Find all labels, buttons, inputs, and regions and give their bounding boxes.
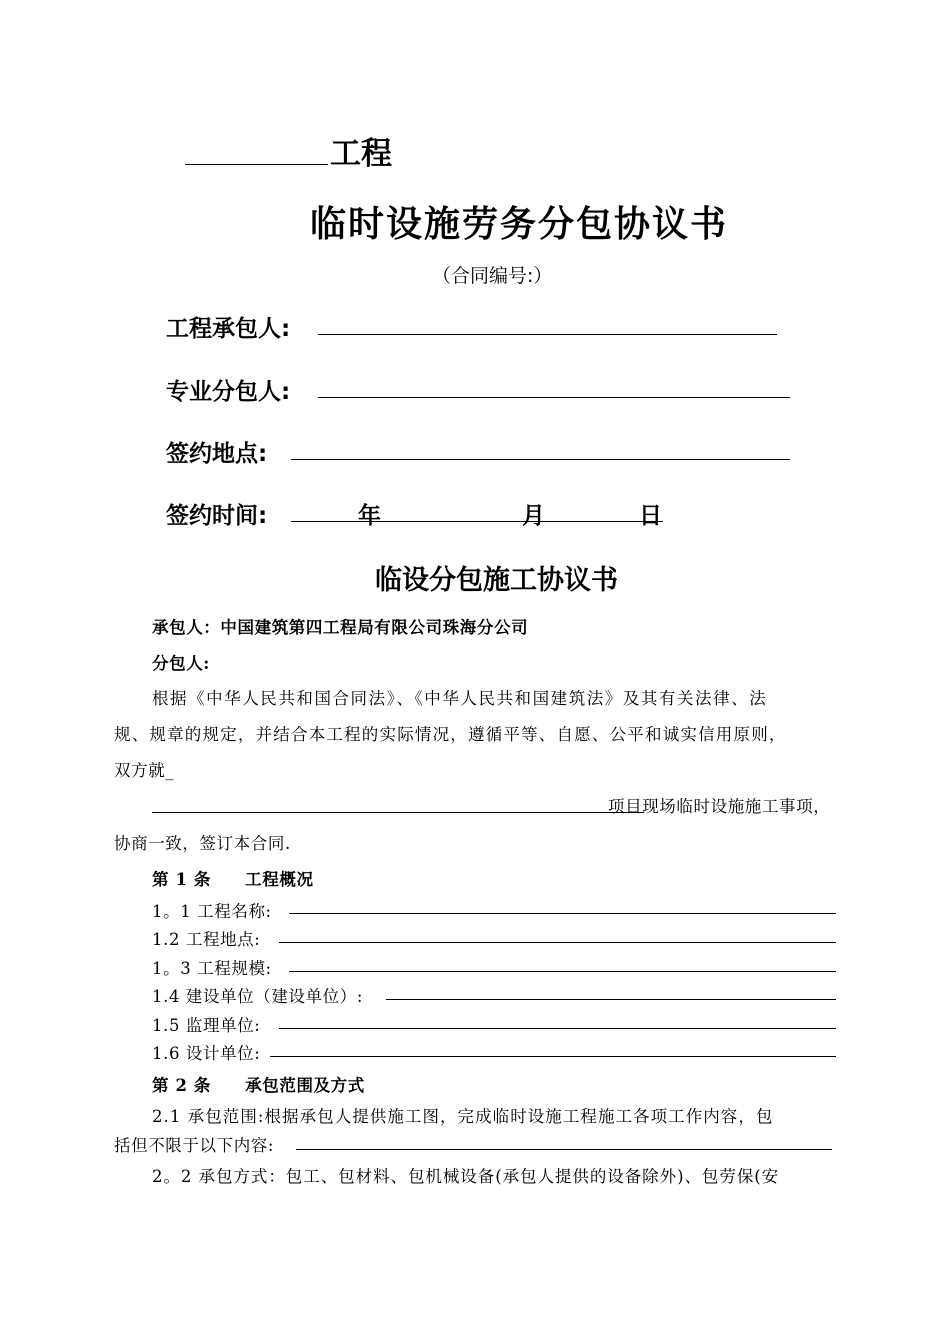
contractor-blank[interactable]	[318, 334, 777, 335]
month-label: 月	[522, 503, 545, 529]
article-2-title: 第 2 条 承包范围及方式	[152, 1076, 365, 1095]
agreement-title: 临设分包施工协议书	[375, 565, 618, 596]
subcontractor-label: 专业分包人:	[166, 379, 291, 405]
sign-time-blank[interactable]	[291, 521, 663, 522]
project-scale-field[interactable]	[289, 971, 836, 972]
subcontractor-name: 分包人:	[152, 654, 210, 673]
designer-field[interactable]	[270, 1056, 836, 1057]
article-1-item-designer: 1.6 设计单位:	[152, 1044, 261, 1063]
scope-content-field[interactable]	[296, 1149, 832, 1150]
sign-time-label: 签约时间:	[166, 503, 268, 529]
project-title-suffix: 工程	[330, 136, 392, 172]
contract-number: （合同编号:）	[432, 265, 553, 287]
scope-line-2: 括但不限于以下内容:	[114, 1136, 275, 1155]
article-1-item-owner: 1.4 建设单位（建设单位）:	[152, 987, 364, 1006]
day-label: 日	[639, 503, 662, 529]
sign-place-label: 签约地点:	[166, 441, 268, 467]
project-scope-blank[interactable]	[152, 812, 644, 813]
project-name-field[interactable]	[289, 913, 836, 914]
contractor-label: 工程承包人:	[166, 316, 291, 342]
intro-line-1: 根据《中华人民共和国合同法》、《中华人民共和国建筑法》及其有关法律、法	[152, 689, 768, 708]
intro-line-4: 项目现场临时设施施工事项，	[608, 797, 831, 816]
year-label: 年	[358, 503, 381, 529]
subcontractor-blank[interactable]	[318, 397, 790, 398]
article-1-title: 第 1 条 工程概况	[152, 870, 314, 889]
supervisor-field[interactable]	[279, 1028, 836, 1029]
method-line: 2。2 承包方式：包工、包材料、包机械设备(承包人提供的设备除外)、包劳保(安	[152, 1167, 780, 1186]
article-1-item-name: 1。1 工程名称:	[152, 902, 272, 921]
main-title: 临时设施劳务分包协议书	[310, 204, 729, 245]
owner-field[interactable]	[386, 999, 836, 1000]
project-location-field[interactable]	[279, 942, 836, 943]
project-name-blank[interactable]	[185, 164, 328, 165]
intro-line-3: 双方就_	[114, 761, 175, 780]
scope-line-1: 2.1 承包范围:根据承包人提供施工图，完成临时设施工程施工各项工作内容，包	[152, 1107, 774, 1126]
article-1-item-supervisor: 1.5 监理单位:	[152, 1016, 261, 1035]
article-1-item-location: 1.2 工程地点:	[152, 930, 261, 949]
sign-place-blank[interactable]	[291, 459, 790, 460]
contractor-name: 承包人：中国建筑第四工程局有限公司珠海分公司	[152, 618, 529, 637]
intro-line-5: 协商一致，签订本合同.	[114, 834, 291, 853]
intro-line-2: 规、规章的规定，并结合本工程的实际情况，遵循平等、自愿、公平和诚实信用原则，	[114, 725, 787, 744]
article-1-item-scale: 1。3 工程规模:	[152, 959, 272, 978]
